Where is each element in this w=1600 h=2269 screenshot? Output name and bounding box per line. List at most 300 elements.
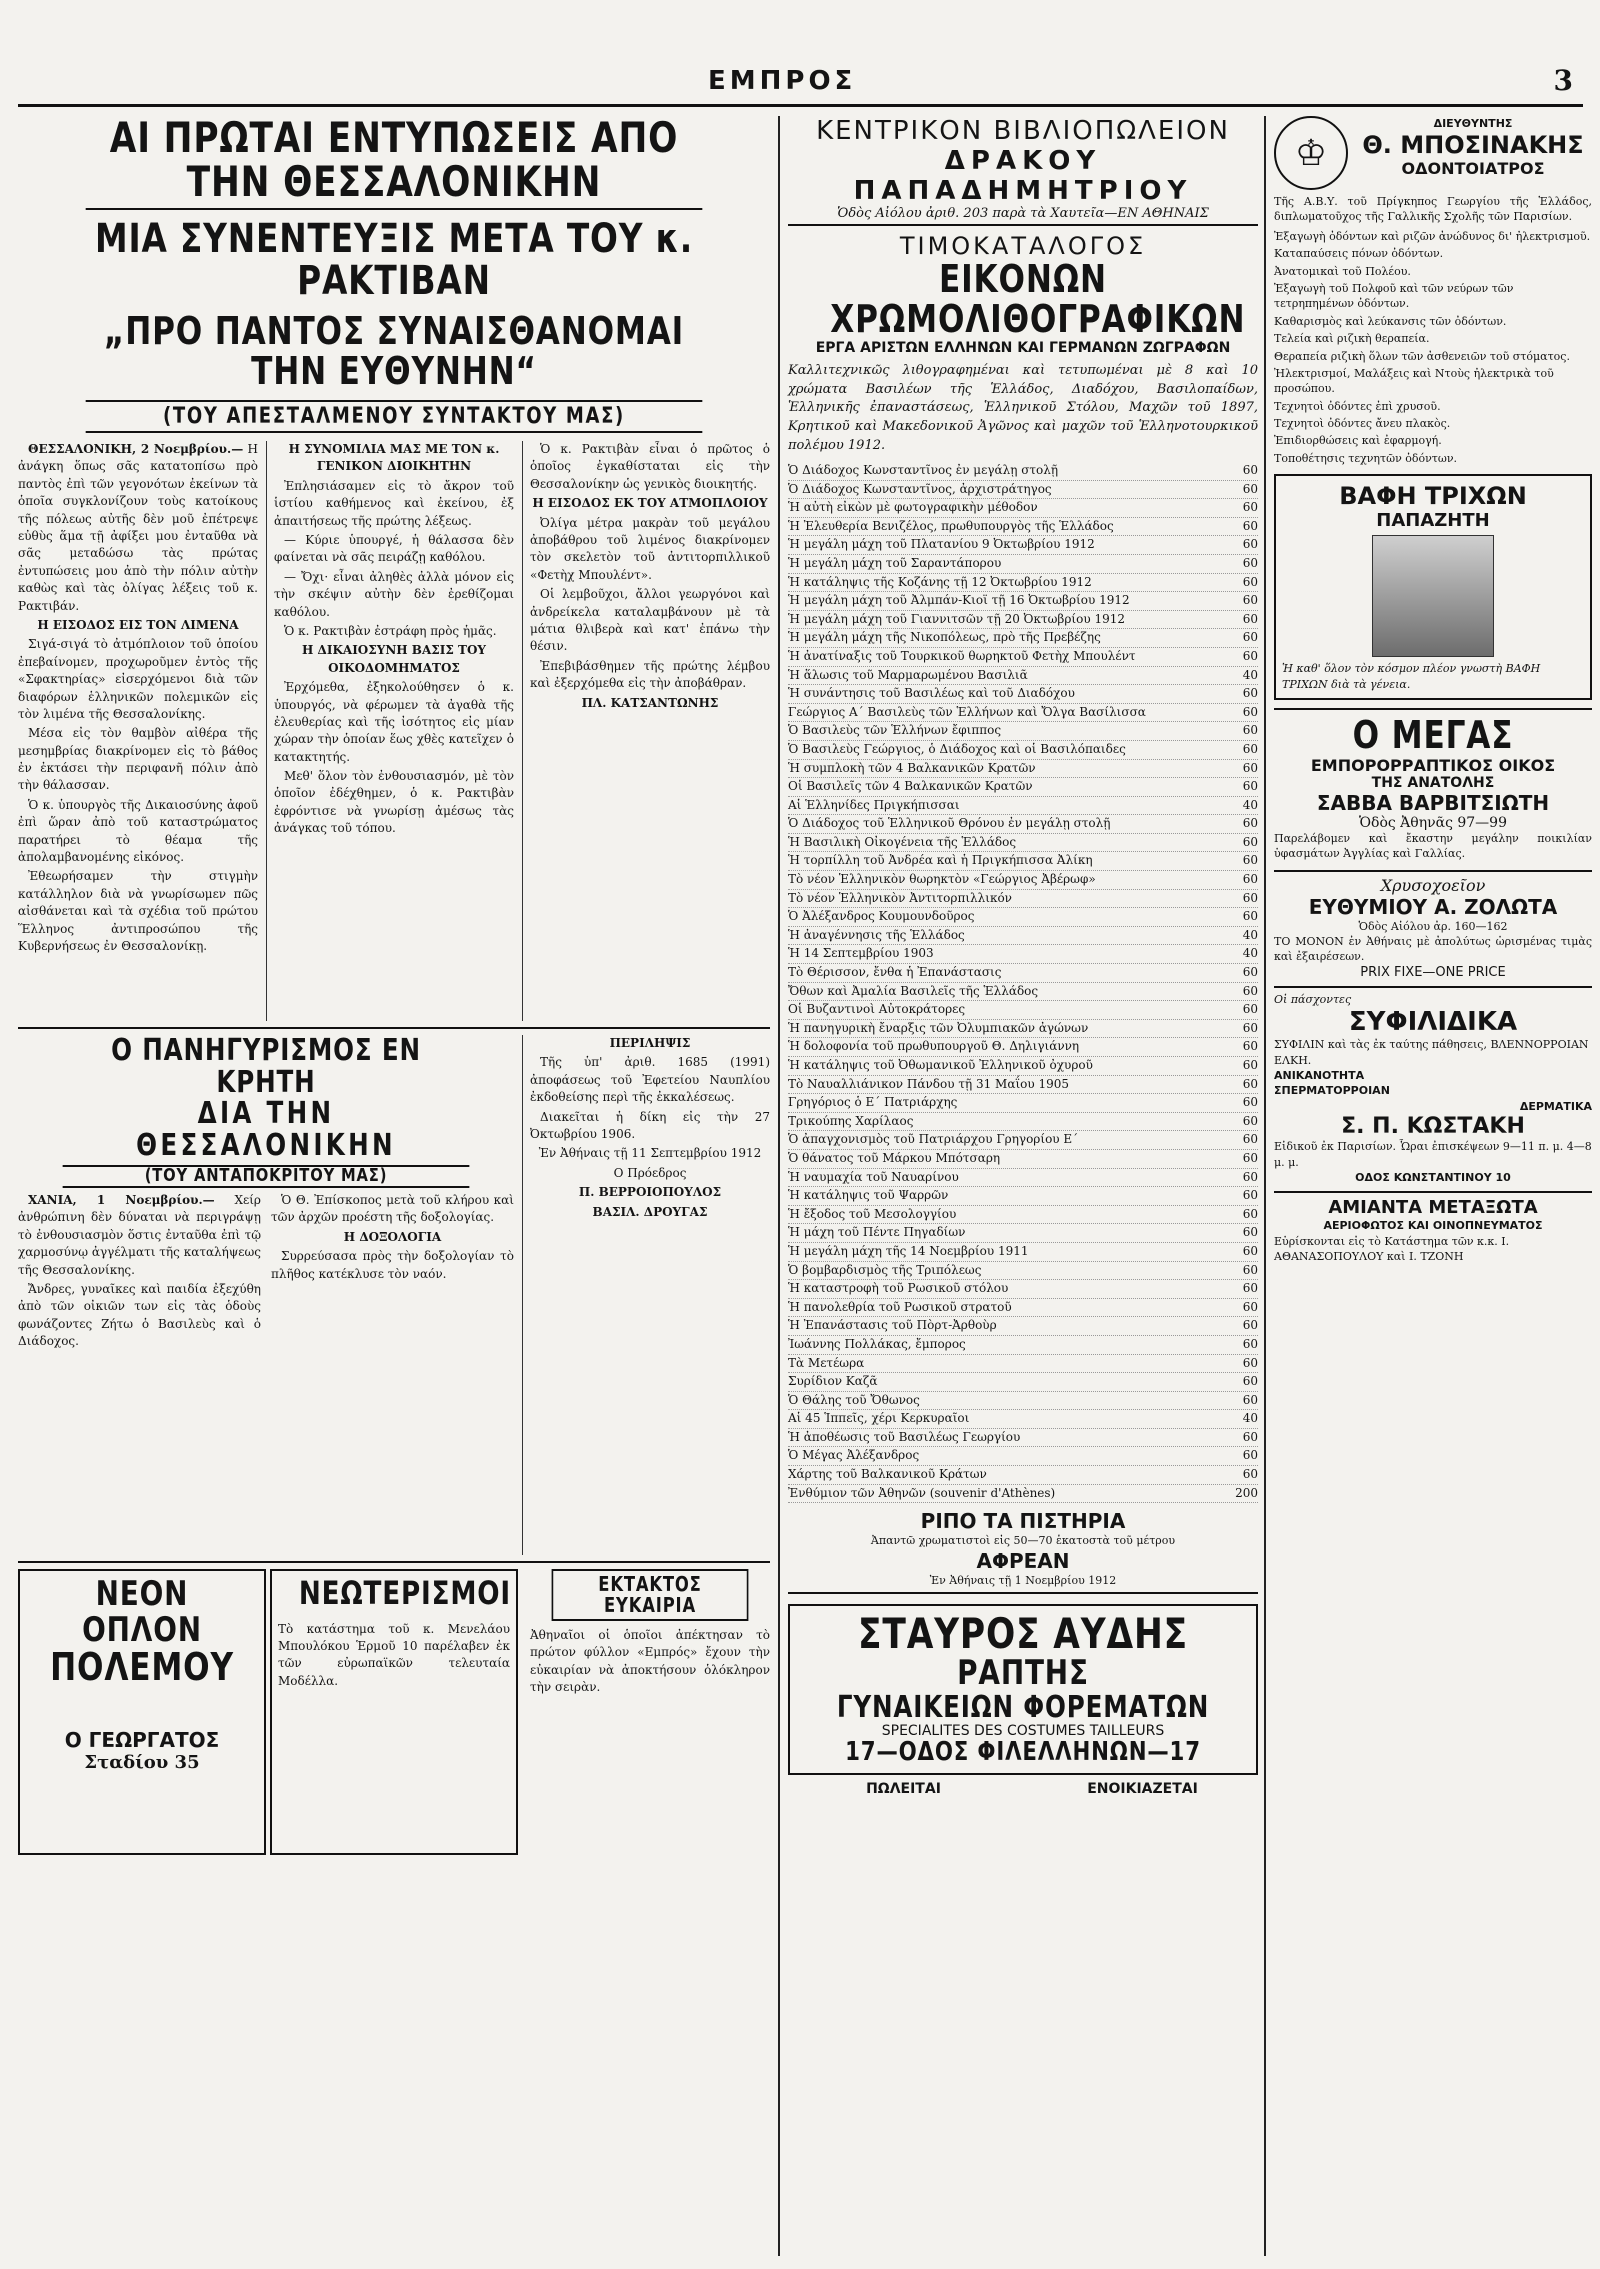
catalog-item-title: Ἡ 14 Σεπτεμβρίου 1903 — [788, 946, 934, 961]
ad-gas-mantles — [1274, 1191, 1592, 1264]
catalog-item — [788, 574, 1258, 593]
catalog-item — [788, 1299, 1258, 1318]
syph-pre: Οἱ πάσχοντες — [1274, 992, 1352, 1006]
catalog-item-title: Γεώργιος Α΄ Βασιλεὺς τῶν Ἑλλήνων καὶ Ὄλγα Βασίλισσα — [788, 704, 1146, 719]
catalog-item-title: Ὄθων καὶ Ἀμαλία Βασιλεῖς τῆς Ἑλλάδος — [788, 983, 1039, 998]
portrait-icon — [1372, 535, 1494, 657]
catalog-item — [788, 983, 1258, 1002]
catalog-item-price: 40 — [1242, 1411, 1258, 1426]
catalog-banner-3: ΑΦΡΕΑΝ — [976, 1548, 1070, 1573]
catalog-item-title: Ἡ τορπίλλη τοῦ Ἀνδρέα καὶ ἡ Πριγκήπισσα Ἀλίκη — [788, 853, 1093, 868]
catalog-item-price: 60 — [1242, 648, 1258, 663]
catalog-title: ΤΙΜΟΚΑΤΑΛΟΓΟΣ — [899, 232, 1147, 260]
notice-place: Ἐν Ἀθήναις τῇ 11 Σεπτεμβρίου 1912 — [538, 1146, 762, 1161]
sale-notice: ΠΩΛΕΙΤΑΙ — [866, 1780, 941, 1797]
paragraph: Ἄνδρες, γυναῖκες καὶ παιδία ἐξεχύθη ἀπὸ τῶν οἰκιῶν των εἰς τὰς ὁδοὺς φωνάζοντες Ζήτω ὁ Βασιλεὺς καὶ ὁ Διάδοχος. — [18, 1281, 261, 1349]
catalog-item-price: 60 — [1242, 1281, 1258, 1296]
tailor-specialty-fr: SPECIALITES DES COSTUMES TAILLEURS — [881, 1723, 1165, 1740]
catalog-item — [788, 481, 1258, 500]
catalog-item-title: Ὁ Διάδοχος τοῦ Ἑλληνικοῦ Θρόνου ἐν μεγάλῃ στολῇ — [788, 816, 1111, 831]
service-item: Ἐπιδιορθώσεις καὶ ἐφαρμογή. — [1274, 434, 1442, 448]
newspaper-page — [18, 64, 1592, 2255]
catalog-item-title: Ὁ βομβαρδισμὸς τῆς Τριπόλεως — [788, 1262, 982, 1277]
hair-title: ΒΑΦΗ ΤΡΙΧΩΝ — [1339, 482, 1527, 511]
catalog-item-title: Ὁ Βασιλεὺς Γεώργιος, ὁ Διάδοχος καὶ οἱ Βασιλόπαιδες — [788, 741, 1126, 756]
headline-3: „ΠΡΟ ΠΑΝΤΟΣ ΣΥΝΑΙΣΘΑΝΟΜΑΙ ΤΗΝ ΕΥΘΥΝΗΝ“ — [103, 309, 685, 394]
subheading: Η ΔΙΚΑΙΟΣΥΝΗ ΒΑΣΙΣ ΤΟΥ ΟΙΚΟΔΟΜΗΜΑΤΟΣ — [302, 643, 486, 675]
catalog-item-price: 60 — [1242, 1299, 1258, 1314]
ad-opportunity — [530, 1569, 770, 1697]
catalog-item-price: 60 — [1242, 1336, 1258, 1351]
catalog-item-title: Ἡ αὐτὴ εἰκὼν μὲ φωτογραφικὴν μέθοδον — [788, 500, 1038, 515]
legal-notice — [530, 1035, 770, 1223]
store-address: Ὁδὸς Αἰόλου ἀριθ. 203 παρὰ τὰ Χαυτεῖα—ΕΝ ΑΘΗΝΑΙΣ — [788, 206, 1258, 226]
catalog-banner-2: Ἀπαντῶ χρωματιστοὶ εἰς 50—70 ἑκατοστὰ τοῦ μέτρου — [870, 1534, 1176, 1548]
catalog-item-price: 60 — [1242, 611, 1258, 626]
catalog-item-price: 60 — [1242, 1076, 1258, 1091]
ad-weapon-title-2: ΠΟΛΕΜΟΥ — [50, 1645, 234, 1690]
director-label: ΔΙΕΥΘΥΝΤΗΣ — [1433, 117, 1513, 130]
catalog-item-title: Ὁ ἀπαγχονισμὸς τοῦ Πατριάρχου Γρηγορίου Ε΄ — [788, 1132, 1079, 1147]
catalog-item-price: 60 — [1242, 1262, 1258, 1277]
catalog-item-price: 60 — [1242, 1374, 1258, 1389]
catalog-item-price: 60 — [1242, 760, 1258, 775]
dateline: ΘΕΣΣΑΛΟΝΙΚΗ, 2 Νοεμβρίου.— — [28, 442, 244, 457]
tailor-title: ΡΑΠΤΗΣ — [957, 1653, 1089, 1694]
article-col-3 — [530, 441, 770, 714]
house-owner: ΣΑΒΒΑ ΒΑΡΒΙΤΣΙΩΤΗ — [1316, 790, 1550, 815]
catalog-item-price: 60 — [1242, 518, 1258, 533]
catalog-item-price: 60 — [1242, 1132, 1258, 1147]
catalog-item-title: Αἱ 45 Ἱππεῖς, χέρι Κερκυραῖοι — [788, 1411, 970, 1426]
catalog-item — [788, 1224, 1258, 1243]
catalog-item-price: 40 — [1242, 927, 1258, 942]
catalog-item — [788, 1113, 1258, 1132]
subheading: Η ΣΥΝΟΜΙΛΙΑ ΜΑΣ ΜΕ ΤΟΝ κ. ΓΕΝΙΚΟΝ ΔΙΟΙΚΗΤΗΝ — [288, 442, 500, 474]
catalog-item-title: Ὁ Βασιλεὺς τῶν Ἑλλήνων ἔφιππος — [788, 723, 1002, 738]
catalog-item — [788, 945, 1258, 964]
catalog-item — [788, 667, 1258, 686]
ad-weapon — [18, 1569, 266, 1855]
ads-column — [1264, 116, 1592, 2256]
catalog-item-title: Ὁ Ἀλέξανδρος Κουμουνδοῦρος — [788, 909, 975, 924]
catalog-item-price: 60 — [1242, 1467, 1258, 1482]
catalog-item — [788, 1094, 1258, 1113]
house-title-2: ΕΜΠΟΡΟΡΡΑΠΤΙΚΟΣ ΟΙΚΟΣ — [1310, 755, 1556, 775]
crete-section — [18, 1035, 770, 1555]
catalog-item-title: Γρηγόριος ὁ Ε΄ Πατριάρχης — [788, 1095, 958, 1110]
ad-weapon-author: Ο ΓΕΩΡΓΑΤΟΣ — [64, 1728, 220, 1753]
goldsmith-name: ΕΥΘΥΜΙΟΥ Α. ΖΟΛΩΤΑ — [1308, 894, 1558, 919]
paragraph: Ἐθεωρήσαμεν τὴν στιγμὴν κατάλληλον διὰ νὰ γνωρίσωμεν πῶς αἰσθάνεται καὶ τὰ σχέδια τοῦ πρώτου Ἕλληνος ἀντιπροσώπου τῆς Κυβερνήσεως ἐν Θεσσαλονίκῃ. — [18, 869, 258, 953]
catalog-item — [788, 1020, 1258, 1039]
syph-3: ΑΝΙΚΑΝΟΤΗΤΑ — [1274, 1069, 1365, 1083]
catalog-item — [788, 760, 1258, 779]
catalog-item — [788, 815, 1258, 834]
catalog-item-price: 60 — [1242, 1095, 1258, 1110]
catalog-item-price: 60 — [1242, 909, 1258, 924]
doctor-text: Τῆς Α.Β.Υ. τοῦ Πρίγκηπος Γεωργίου τῆς Ἑλλάδος, διπλωματοῦχος τῆς Γαλλικῆς Σχολῆς τῶν Παρισίων. — [1274, 195, 1592, 224]
catalog-item — [788, 1373, 1258, 1392]
catalog-item-title: Ἰωάννης Πολλάκας, ἔμπορος — [788, 1336, 966, 1351]
catalog-item-title: Ἡ πανηγυρικὴ ἔναρξις τῶν Ὀλυμπιακῶν ἀγώνων — [788, 1020, 1089, 1035]
catalog-item-price: 60 — [1242, 816, 1258, 831]
syph-4: ΣΠΕΡΜΑΤΟΡΡΟΙΑΝ — [1274, 1084, 1390, 1098]
catalog-item-title: Ἡ Ἐλευθερία Βενιζέλος, πρωθυπουργὸς τῆς Ἑλλάδος — [788, 518, 1114, 533]
catalog-item — [788, 462, 1258, 481]
catalog-column — [778, 116, 1258, 2256]
catalog-item-title: Ὁ Διάδοχος Κωνσταντῖνος, ἀρχιστράτηγος — [788, 481, 1052, 496]
catalog-item — [788, 1317, 1258, 1336]
catalog-item — [788, 629, 1258, 648]
notice-sign-name: ΒΑΣΙΛ. ΔΡΟΥΓΑΣ — [592, 1204, 708, 1219]
catalog-item — [788, 1410, 1258, 1429]
catalog-item — [788, 611, 1258, 630]
catalog-item-price: 60 — [1242, 779, 1258, 794]
catalog-item-price: 60 — [1242, 723, 1258, 738]
catalog-item — [788, 1262, 1258, 1281]
article-col-1 — [18, 441, 258, 957]
catalog-item — [788, 722, 1258, 741]
catalog-item-price: 60 — [1242, 1039, 1258, 1054]
catalog-item-title: Ἡ μάχη τοῦ Πέντε Πηγαδίων — [788, 1225, 966, 1240]
paragraph: Μεθ' ὅλον τὸν ἐνθουσιασμόν, μὲ τὸν ὁποῖον ἐδέχθημεν, ὁ κ. Ρακτιβὰν ἐφρόντισε νὰ γνωρίσῃ ἀμέσως τὰς ἀνάγκας τοῦ τόπου. — [274, 769, 514, 836]
catalog-item-title: Ὁ Μέγας Ἀλέξανδρος — [788, 1448, 920, 1463]
doctor-name: Θ. ΜΠΟΣΙΝΑΚΗΣ — [1362, 131, 1584, 160]
catalog-item-title: Ἡ καταστροφὴ τοῦ Ρωσικοῦ στόλου — [788, 1281, 1009, 1296]
catalog-item-price: 60 — [1242, 853, 1258, 868]
paragraph: Η ἀνάγκη ὅπως σᾶς κατατοπίσω πρὸ παντὸς ἐπὶ τῶν γεγονότων ἐκείνων τὰ ὁποῖα συγκλονίζουν τοὺς κατοίκους τῆς πόλεως αὐτῆς δὲν μοῦ ἐπέτρεψε εὐθὺς ἅμα τῇ ἀφίξει μου ἐνταῦθα νὰ σᾶς μεταδώσω τὰς πρώτας ἐντυπώσεις μου ἀπὸ τὴν πόλιν αὐτὴν καθὼς καὶ τὰς ὀλίγας λέξεις τοῦ κ. Ρακτιβάν. — [18, 442, 258, 613]
catalog-item-title: Ἡ κατάληψις τοῦ Ψαρρῶν — [788, 1188, 949, 1203]
catalog-item-title: Ὁ Θάλης τοῦ Ὄθωνος — [788, 1392, 920, 1407]
catalog-item-price: 60 — [1242, 481, 1258, 496]
catalog-item-title: Ἡ ἀναγέννησις τῆς Ἑλλάδος — [788, 927, 965, 942]
syph-title: ΣΥΦΙΛΙΔΙΚΑ — [1348, 1007, 1518, 1038]
rent-notice: ΕΝΟΙΚΙΑΖΕΤΑΙ — [1087, 1780, 1198, 1797]
catalog-item-title: Συρίδιον Καζᾶ — [788, 1374, 878, 1389]
doctor-title: ΟΔΟΝΤΟΙΑΤΡΟΣ — [1401, 159, 1545, 179]
catalog-item-price: 60 — [1242, 965, 1258, 980]
catalog-item — [788, 685, 1258, 704]
store-name: ΚΕΝΤΡΙΚΟΝ ΒΙΒΛΙΟΠΩΛΕΙΟΝ — [816, 116, 1230, 146]
catalog-item — [788, 908, 1258, 927]
paragraph: Διακεῖται ἡ δίκη εἰς τὴν 27 Ὀκτωβρίου 1906. — [530, 1109, 770, 1142]
catalog-item — [788, 797, 1258, 816]
store-owner: ΔΡΑΚΟΥ ΠΑΠΑΔΗΜΗΤΡΙΟΥ — [853, 146, 1193, 206]
ad-weapon-street: Σταδίου 35 — [84, 1752, 200, 1774]
catalog-item-title: Ἡ μεγάλη μάχη τοῦ Πλατανίου 9 Ὀκτωβρίου 1912 — [788, 537, 1095, 552]
catalog-list — [788, 462, 1258, 1503]
ad-novelties — [270, 1569, 518, 1855]
paragraph: Χείρ ἀνθρώπινη δὲν δύναται νὰ περιγράψῃ τὸ ἐνθουσιασμὸν ὅστις ἐνταῦθα ἐπὶ τῷ χαρμοσύνῳ ἀγγέλματι τῆς καταλήψεως τῆς Θεσσαλονίκης. — [18, 1192, 261, 1277]
amianto-text: Εὑρίσκονται εἰς τὸ Κατάστημα τῶν κ.κ. Ι. ΑΘΑΝΑΣΟΠΟΥΛΟΥ καὶ Ι. ΤΖΟΝΗ — [1274, 1234, 1510, 1264]
catalog-item-title: Ἡ μεγάλη μάχη τῆς 14 Νοεμβρίου 1911 — [788, 1243, 1029, 1258]
house-text: Παρελάβομεν καὶ ἔκαστην μεγάλην ποικιλίαν ὑφασμάτων Ἀγγλίας καὶ Γαλλίας. — [1274, 831, 1592, 861]
catalog-banner-1: ΡΙΠΟ ΤΑ ΠΙΣΤΗΡΙΑ — [920, 1509, 1126, 1534]
headline-2: ΜΙΑ ΣΥΝΕΝΤΕΥΞΙΣ ΜΕΤΑ ΤΟΥ κ. ΡΑΚΤΙΒΑΝ — [95, 216, 693, 305]
catalog-item-price: 60 — [1242, 1150, 1258, 1165]
dateline: ΧΑΝΙΑ, 1 Νοεμβρίου.— — [28, 1192, 215, 1207]
service-item: Καταπαύσεις πόνων ὀδόντων. — [1274, 247, 1444, 261]
catalog-item-price: 60 — [1242, 1188, 1258, 1203]
service-item: Θεραπεία ριζικὴ ὅλων τῶν ἀσθενειῶν τοῦ στόματος. — [1274, 349, 1570, 363]
house-title-1: Ο ΜΕΓΑΣ — [1352, 713, 1514, 758]
ad-novelties-title: ΝΕΩΤΕΡΙΣΜΟΙ — [298, 1574, 512, 1613]
catalog-item — [788, 1336, 1258, 1355]
catalog-item-price: 60 — [1242, 1002, 1258, 1017]
service-item: Ἀνατομικαὶ τοῦ Πολέου. — [1274, 264, 1411, 278]
catalog-item-title: Ἡ ἀνατίναξις τοῦ Τουρκικοῦ θωρηκτοῦ Φετὴχ Μπουλέντ — [788, 648, 1136, 663]
prix-fixe: PRIX FIXE—ONE PRICE — [1360, 964, 1506, 980]
catalog-item — [788, 778, 1258, 797]
catalog-item — [788, 1187, 1258, 1206]
catalog-item-title: Οἱ Βασιλεῖς τῶν 4 Βαλκανικῶν Κρατῶν — [788, 779, 1033, 794]
notice-sign-label: Ο Πρόεδρος — [613, 1165, 687, 1180]
crete-article — [18, 1035, 514, 1352]
catalog-item — [788, 704, 1258, 723]
catalog-item — [788, 1169, 1258, 1188]
catalog-item-price: 60 — [1242, 1113, 1258, 1128]
ad-opportunity-title: ΕΚΤΑΚΤΟΣ ΕΥΚΑΙΡΙΑ — [552, 1569, 749, 1621]
catalog-item-title: Αἱ Ἑλληνίδες Πριγκήπισσαι — [788, 797, 960, 812]
paragraph: Συρρεύσασα πρὸς τὴν δοξολογίαν τὸ πλῆθος κατέκλυσε τὸν ναόν. — [271, 1249, 514, 1281]
paragraph: Μέσα εἰς τὸν θαμβὸν αἰθέρα τῆς μεσημβρίας διακρίνομεν εἰς τὸ βάθος ἐν ἐκτάσει τὴν περιφανῆ πόλιν ἀπὸ τὴν θάλασσαν. — [18, 726, 258, 793]
catalog-item-price: 60 — [1242, 574, 1258, 589]
main-article-column — [18, 116, 770, 2256]
paragraph: Ὁ κ. ὑπουργὸς τῆς Δικαιοσύνης ἀφοῦ ἐπὶ ὥραν ἀπὸ τοῦ καταστρώματος παρατήρει τὸ θέαμα τῆς ἀπολαμβανομένης εἰκόνος. — [18, 797, 258, 865]
signature: ΠΛ. ΚΑΤΣΑΝΤΩΝΗΣ — [581, 695, 719, 710]
catalog-item-title: Ὁ θάνατος τοῦ Μάρκου Μπότσαρη — [788, 1150, 1001, 1165]
ad-clinic — [1274, 986, 1592, 1186]
catalog-item — [788, 499, 1258, 518]
catalog-item-title: Ἡ συμπλοκὴ τῶν 4 Βαλκανικῶν Κρατῶν — [788, 760, 1036, 775]
catalog-item — [788, 1076, 1258, 1095]
tailor-name: ΣΤΑΥΡΟΣ ΑΥΔΗΣ — [858, 1609, 1188, 1659]
paragraph: Οἱ λεμβοῦχοι, ἄλλοι γεωργόνοι καὶ ἀνδρείκελα καταλαμβάνουν μὲ τὰ μάτια θλιβερὰ καὶ κατ' ἐπάνω τὴν θέσιν. — [530, 587, 770, 654]
column-rule — [522, 1035, 523, 1555]
catalog-item-price: 60 — [1242, 1392, 1258, 1407]
catalog-item-title: Τὸ Ναυαλλιάνικον Πάνδου τῇ 31 Μαΐου 1905 — [788, 1076, 1070, 1091]
catalog-item — [788, 1038, 1258, 1057]
paragraph: Ἐρχόμεθα, ἐξηκολούθησεν ὁ κ. ὑπουργός, νὰ φέρωμεν τὰ ἀγαθὰ τῆς ἐλευθερίας καὶ τῆς ἰσότητος εἰς μίαν χώραν τὴν ὁποίαν ἕως χθὲς κατεῖχεν ὁ κατακτητής. — [274, 680, 514, 764]
catalog-item-title: Ἡ Ἐπανάστασις τοῦ Πὸρτ-Ἀρθοὺρ — [788, 1318, 997, 1333]
divider — [18, 1561, 770, 1563]
catalog-item — [788, 1150, 1258, 1169]
catalog-item — [788, 648, 1258, 667]
catalog-item-price: 60 — [1242, 1225, 1258, 1240]
service-item: Τελεία καὶ ριζικὴ θεραπεία. — [1274, 332, 1430, 346]
catalog-item-title: Τὸ νέον Ἑλληνικὸν θωρηκτὸν «Γεώργιος Ἀβέρωφ» — [788, 872, 1096, 887]
catalog-item-price: 60 — [1242, 704, 1258, 719]
catalog-item-title: Τὸ Θέρισσον, ἔνθα ἡ Ἐπανάστασις — [788, 965, 1002, 980]
service-item: Καθαρισμὸς καὶ λεύκανσις τῶν ὀδόντων. — [1274, 314, 1507, 328]
ad-hair-dye — [1274, 474, 1592, 700]
catalog-item-title: Ἡ κατάληψις τοῦ Ὀθωμανικοῦ Ἐλληνικοῦ ὀχυροῦ — [788, 1058, 1093, 1072]
catalog-item-title: Ἡ μεγάλη μάχη τοῦ Γιαννιτσῶν τῇ 20 Ὀκτωβρίου 1912 — [788, 611, 1125, 626]
hair-text: Ἡ καθ' ὅλον τὸν κόσμον πλέον γνωστὴ ΒΑΦΗ ΤΡΙΧΩΝ διὰ τὰ γένεια. — [1282, 662, 1541, 691]
services-list — [1274, 229, 1592, 466]
catalog-item — [788, 1057, 1258, 1076]
catalog-item-price: 60 — [1242, 1355, 1258, 1370]
goldsmith-address: Ὁδὸς Αἰόλου ἀρ. 160—162 — [1358, 919, 1508, 933]
catalog-item — [788, 592, 1258, 611]
subheading: Η ΕΙΣΟΔΟΣ ΕΙΣ ΤΟΝ ΛΙΜΕΝΑ — [37, 617, 239, 632]
catalog-item-title: Ἡ μεγάλη μάχη τοῦ Ἀλμπάν-Κιοϊ τῇ 16 Ὀκτωβρίου 1912 — [788, 593, 1130, 608]
catalog-item-title: Τὸ νέον Ἑλληνικὸν Ἀντιτορπιλλικόν — [788, 890, 1012, 905]
catalog-item — [788, 1466, 1258, 1485]
catalog-item-title: Ἡ συνάντησις τοῦ Βασιλέως καὶ τοῦ Διαδόχου — [788, 686, 1075, 701]
catalog-item-price: 60 — [1242, 537, 1258, 552]
catalog-item — [788, 871, 1258, 890]
catalog-item-price: 60 — [1242, 1318, 1258, 1333]
catalog-item-price: 60 — [1242, 630, 1258, 645]
catalog-item-price: 60 — [1242, 890, 1258, 905]
crete-title-2: ΔΙΑ ΤΗΝ ΘΕΣΣΑΛΟΝΙΚΗΝ — [136, 1096, 396, 1163]
catalog-item — [788, 1206, 1258, 1225]
doctor-2-name: Σ. Π. ΚΩΣΤΑΚΗ — [1341, 1114, 1525, 1140]
paragraph: Ὀλίγα μέτρα μακρὰν τοῦ μεγάλου ἀποβάθρου τοῦ λιμένος διακρίνομεν τὸν σκελετὸν τοῦ ἀντιτορπιλλικοῦ «Φετὴχ Μπουλέντ». — [530, 515, 770, 582]
catalog-item-price: 60 — [1242, 1206, 1258, 1221]
catalog-item-title: Ἐνθύμιον τῶν Ἀθηνῶν (souvenir d'Athènes) — [788, 1485, 1056, 1500]
catalog-intro: Καλλιτεχνικῶς λιθογραφημέναι καὶ τετυπωμέναι μὲ 8 καὶ 10 χρώματα Βασιλέων τῆς Ἑλλάδος, Διαδόχου, Βασιλοπαίδων, Ἑλληνικῆς ἐπαναστάσεως, Ἑλληνικοῦ Στόλου, Μαχῶν τοῦ 1897, Κρητικοῦ καὶ Μακεδονικοῦ Ἀγῶνος καὶ μαχῶν τοῦ Ἑλληνοτουρκικοῦ πολέμου 1912. — [788, 362, 1258, 454]
goldsmith-text: ΤΟ ΜΟΝΟΝ ἐν Ἀθήναις μὲ ἀπολύτως ὡρισμένας τιμὰς καὶ ἐξαιρέσεων. — [1274, 935, 1592, 964]
catalog-item-price: 60 — [1242, 593, 1258, 608]
ad-novelties-text: Τὸ κατάστημα τοῦ κ. Μενελάου Μπουλόκου Ἑρμοῦ 10 παρέλαβεν ἐκ τῶν εὐρωπαϊκῶν τελευταία Μοδέλλα. — [278, 1621, 510, 1688]
catalog-item — [788, 1243, 1258, 1262]
catalog-item — [788, 927, 1258, 946]
catalog-subtitle: ΕΙΚΟΝΩΝ ΧΡΩΜΟΛΙΘΟΓΡΑΦΙΚΩΝ — [830, 257, 1246, 341]
catalog-item-price: 60 — [1242, 983, 1258, 998]
catalog-item — [788, 1485, 1258, 1504]
subheading: Η ΕΙΣΟΔΟΣ ΕΚ ΤΟΥ ΑΤΜΟΠΛΟΙΟΥ — [532, 496, 768, 511]
catalog-item-price: 60 — [1242, 555, 1258, 570]
crete-title-1: Ο ΠΑΝΗΓΥΡΙΣΜΟΣ ΕΝ ΚΡΗΤΗ — [111, 1033, 421, 1100]
subheading: Η ΔΟΞΟΛΟΓΙΑ — [343, 1229, 442, 1244]
goldsmith-label: Χρυσοχοεῖον — [1380, 875, 1486, 895]
service-item: Ἐξαγωγὴ ὀδόντων καὶ ριζῶν ἀνώδυνος δι' ἠλεκτρισμοῦ. — [1274, 229, 1591, 243]
ad-tailoring-house — [1274, 708, 1592, 862]
catalog-item — [788, 518, 1258, 537]
catalog-item-price: 60 — [1242, 500, 1258, 515]
catalog-item — [788, 1001, 1258, 1020]
notice-title: ΠΕΡΙΛΗΨΙΣ — [609, 1036, 691, 1051]
masthead — [18, 64, 1583, 107]
catalog-item-price: 60 — [1242, 741, 1258, 756]
service-item: Τοποθέτησις τεχνητῶν ὀδόντων. — [1274, 451, 1458, 465]
catalog-item-title: Ἡ κατάληψις τῆς Κοζάνης τῇ 12 Ὀκτωβρίου 1912 — [788, 574, 1092, 589]
catalog-item-title: Οἱ Βυζαντινοὶ Αὐτοκράτορες — [788, 1002, 966, 1017]
service-item: Τεχνητοὶ ὀδόντες ἐπὶ χρυσοῦ. — [1274, 399, 1441, 413]
catalog-item — [788, 890, 1258, 909]
paragraph: Ἐπλησιάσαμεν εἰς τὸ ἄκρον τοῦ ἱστίου καθήμενος καὶ ἐκείνου, ἐξ ἀπαιτήσεως τῆς πρώτης λέξεως. — [274, 478, 514, 528]
catalog-place: Ἐν Ἀθήναις τῇ 1 Νοεμβρίου 1912 — [788, 1573, 1258, 1594]
catalog-item-title: Ἡ πανολεθρία τοῦ Ρωσικοῦ στρατοῦ — [788, 1299, 1012, 1314]
catalog-item-price: 60 — [1242, 1243, 1258, 1258]
paragraph: — Ὄχι· εἶναι ἀληθὲς ἀλλὰ μόνον εἰς τὴν σκέψιν αὐτὴν δὲν ἐρεθίζομαι καθόλου. — [274, 569, 514, 619]
paragraph: Ὁ Θ. Ἐπίσκοπος μετὰ τοῦ κλήρου καὶ τῶν ἀρχῶν προέστη τῆς δοξολογίας. — [271, 1192, 514, 1225]
crete-byline: (ΤΟΥ ΑΝΤΑΠΟΚΡΙΤΟΥ ΜΑΣ) — [63, 1165, 470, 1188]
catalog-item — [788, 1131, 1258, 1150]
catalog-item-title: Ἡ ἀποθέωσις τοῦ Βασιλέως Γεωργίου — [788, 1429, 1021, 1444]
ad-tailor — [788, 1604, 1258, 1775]
catalog-item-title: Ἡ μεγάλη μάχη τοῦ Σαραντάπορου — [788, 555, 1002, 570]
tailor-address: 17—ΟΔΟΣ ΦΙΛΕΛΛΗΝΩΝ—17 — [845, 1737, 1201, 1768]
paragraph: Ἐπεβιβάσθημεν τῆς πρώτης λέμβου καὶ ἐξερχόμεθα εἰς τὴν ἀποβάθραν. — [530, 658, 770, 691]
amianto-title: ΑΜΙΑΝΤΑ ΜΕΤΑΞΩΤΑ — [1328, 1197, 1538, 1219]
catalog-item-price: 60 — [1242, 686, 1258, 701]
catalog-item-price: 60 — [1242, 1429, 1258, 1444]
catalog-item-price: 60 — [1242, 1020, 1258, 1035]
catalog-item-price: 40 — [1242, 946, 1258, 961]
house-title-3: ΤΗΣ ΑΝΑΤΟΛΗΣ — [1371, 774, 1495, 791]
paragraph: Ὁ κ. Ρακτιβὰν ἐστράφη πρὸς ἡμᾶς. — [284, 623, 497, 638]
catalog-item-price: 40 — [1242, 797, 1258, 812]
catalog-item-title: Τὰ Μετέωρα — [788, 1355, 865, 1370]
catalog-item-title: Ἡ Βασιλικὴ Οἰκογένεια τῆς Ἑλλάδος — [788, 834, 1017, 849]
catalog-item-price: 60 — [1242, 463, 1258, 477]
catalog-item-price: 60 — [1242, 1058, 1258, 1072]
catalog-item — [788, 536, 1258, 555]
catalog-item — [788, 1280, 1258, 1299]
catalog-item-price: 60 — [1242, 1169, 1258, 1184]
paragraph: Σιγά-σιγά τὸ ἀτμόπλοιον τοῦ ὁποίου ἐπεβαίνομεν, προχωροῦμεν ἐντὸς τῆς «Σφακτηρίας» εἰσερχόμενοι διὰ τῶν διαφόρων ἑλληνικῶν πολεμικῶν εἰς τὸν λιμένα τῆς Θεσσαλονίκης. — [18, 637, 258, 721]
notice-sign-name: Π. ΒΕΡΡΟΙΟΠΟΥΛΟΣ — [578, 1185, 722, 1200]
ad-weapon-title-1: ΝΕΟΝ ΟΠΛΟΝ — [82, 1574, 202, 1650]
catalog-item-title: Ἡ ἔξοδος τοῦ Μεσολογγίου — [788, 1206, 957, 1221]
doctor-2-text: Εἰδικοῦ ἐκ Παρισίων. Ὧραι ἐπισκέψεων 9—11 π. μ. 4—8 μ. μ. — [1274, 1140, 1592, 1169]
catalog-item — [788, 741, 1258, 760]
hair-brand: ΠΑΠΑΖΗΤΗ — [1376, 510, 1490, 532]
service-item: Τεχνητοὶ ὀδόντες ἄνευ πλακὸς. — [1274, 417, 1451, 431]
doctor-2-address: ΟΔΟΣ ΚΩΝΣΤΑΝΤΙΝΟΥ 10 — [1355, 1171, 1511, 1184]
headline-1: ΑΙ ΠΡΩΤΑΙ ΕΝΤΥΠΩΣΕΙΣ ΑΠΟ ΤΗΝ ΘΕΣΣΑΛΟΝΙΚΗΝ — [86, 116, 703, 210]
service-item: Ἠλεκτρισμοί, Μαλάξεις καὶ Ντοὺς ἠλεκτρικὰ τοῦ προσώπου. — [1274, 366, 1554, 396]
catalog-item-price: 40 — [1242, 667, 1258, 682]
catalog-item — [788, 1392, 1258, 1411]
service-item: Ἐξαγωγὴ τοῦ Πολφοῦ καὶ τῶν νεύρων τῶν τετρηπημένων ὀδόντων. — [1274, 281, 1514, 311]
byline: (ΤΟΥ ΑΠΕΣΤΑΛΜΕΝΟΥ ΣΥΝΤΑΚΤΟΥ ΜΑΣ) — [86, 400, 703, 433]
catalog-item — [788, 1355, 1258, 1374]
catalog-item-title: Ἡ μεγάλη μάχη τῆς Νικοπόλεως, πρὸ τῆς Πρεβέζης — [788, 630, 1101, 645]
divider — [18, 1027, 770, 1029]
derm-label: ΔΕΡΜΑΤΙΚΑ — [1519, 1099, 1592, 1113]
article-body — [18, 441, 770, 1021]
catalog-item — [788, 834, 1258, 853]
column-rule — [522, 441, 523, 1021]
column-rule — [266, 441, 267, 1021]
catalog-item — [788, 1447, 1258, 1466]
amianto-subtitle: ΑΕΡΙΟΦΩΤΟΣ ΚΑΙ ΟΙΝΟΠΝΕΥΜΑΤΟΣ — [1323, 1219, 1543, 1233]
tailor-specialty: ΓΥΝΑΙΚΕΙΩΝ ΦΟΡΕΜΑΤΩΝ — [836, 1689, 1210, 1725]
newspaper-name: ΕΜΠΡΟΣ — [708, 66, 857, 96]
paragraph: — Κύριε ὑπουργέ, ἡ θάλασσα δὲν φαίνεται νὰ σᾶς πειράζῃ καθόλου. — [274, 533, 514, 565]
catalog-item — [788, 1429, 1258, 1448]
ad-opportunity-text: Ἀθηναῖοι οἱ ὁποῖοι ἀπέκτησαν τὸ πρώτον φύλλον «Εμπρός» ἔχουν τὴν εὐκαιρίαν νὰ ἀποκτήσουν ὁλόκληρον τὴν σειρὰν. — [530, 1628, 770, 1695]
syph-text: ΣΥΦΙΛΙΝ καὶ τὰς ἐκ ταύτης πάθησεις, ΒΛΕΝΝΟΡΡΟΙΑΝ ΕΛΚΗ. — [1274, 1038, 1589, 1067]
article-col-2 — [274, 441, 514, 840]
ad-goldsmith — [1274, 870, 1592, 980]
bottom-ads — [18, 1569, 770, 1869]
catalog-subtitle-2: ΕΡΓΑ ΑΡΙΣΤΩΝ ΕΛΛΗΝΩΝ ΚΑΙ ΓΕΡΜΑΝΩΝ ΖΩΓΡΑΦΩΝ — [815, 339, 1231, 356]
catalog-item — [788, 852, 1258, 871]
catalog-item-title: Ἡ ἅλωσις τοῦ Μαρμαρωμένου Βασιλιᾶ — [788, 667, 1028, 682]
catalog-item-title: Τρικούπης Χαρίλαος — [788, 1113, 914, 1128]
paragraph: Ὁ κ. Ρακτιβὰν εἶναι ὁ πρῶτος ὁ ὁποῖος ἐγκαθίσταται εἰς τὴν Θεσσαλονίκην ὡς γενικὸς διοικητής. — [530, 442, 770, 491]
house-address: Ὁδὸς Ἀθηνᾶς 97—99 — [1359, 814, 1507, 831]
catalog-item-price: 60 — [1242, 834, 1258, 849]
catalog-item — [788, 964, 1258, 983]
page-number: 3 — [1553, 64, 1573, 97]
